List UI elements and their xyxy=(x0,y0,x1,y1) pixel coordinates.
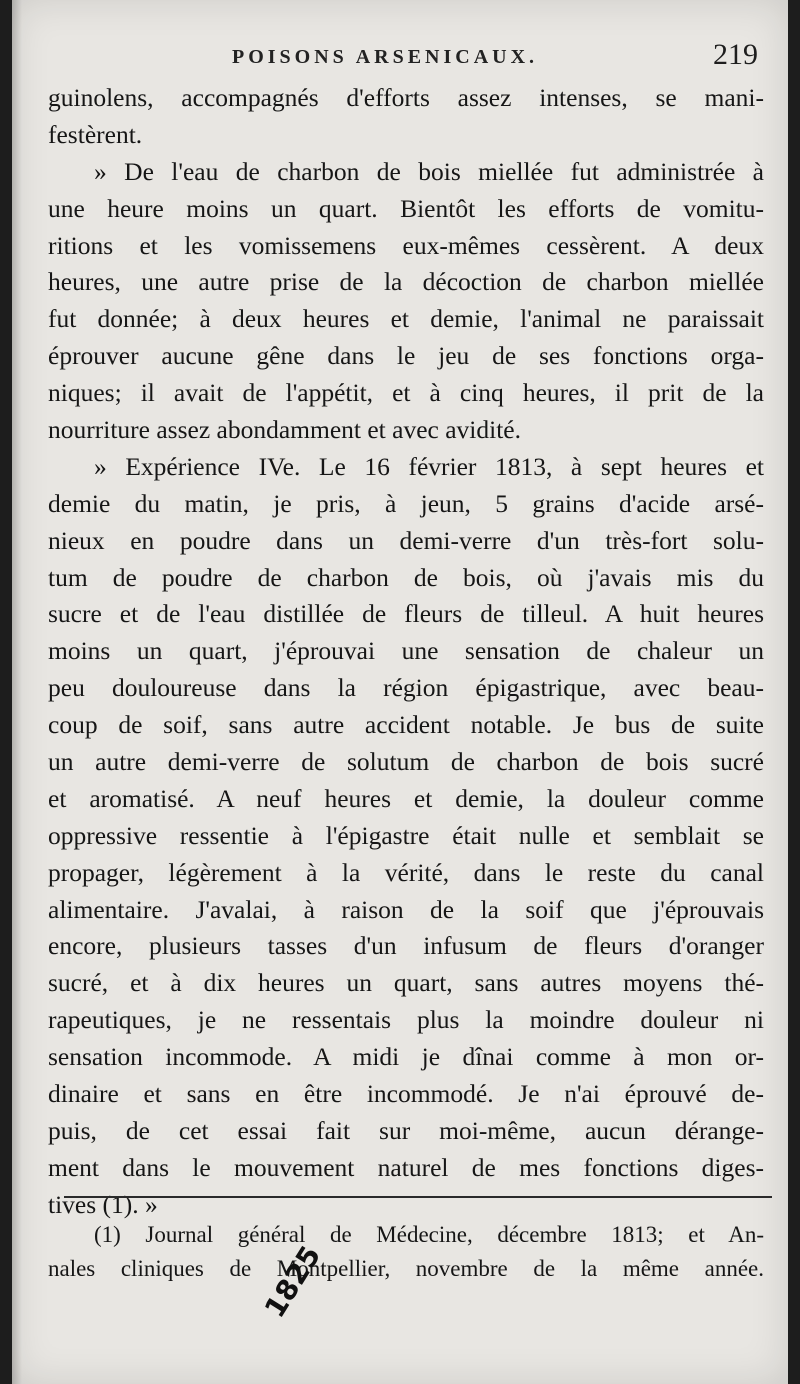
text-line: dinaire et sans en être incommodé. Je n'ai éprouvé de- xyxy=(48,1079,764,1109)
text-line: tum de poudre de charbon de bois, où j'avais mis du xyxy=(48,562,764,592)
text-line: heures, une autre prise de la décoction de charbon miellée xyxy=(48,267,764,297)
text-line: festèrent. xyxy=(48,119,143,149)
footnote-rule xyxy=(64,1196,772,1198)
text-line: sensation incommode. A midi je dînai comme à mon or- xyxy=(48,1042,764,1072)
footnote-line: (1) Journal général de Médecine, décembre 1813; et An- xyxy=(94,1222,764,1247)
text-line: peu douloureuse dans la région épigastrique, avec beau- xyxy=(48,673,764,703)
text-line: propager, légèrement à la vérité, dans le reste du canal xyxy=(48,857,764,887)
footnote-line: nales cliniques de Montpellier, novembre de la même année. xyxy=(48,1256,764,1281)
text-line: demie du matin, je pris, à jeun, 5 grains d'acide arsé- xyxy=(48,488,764,518)
running-title: POISONS ARSENICAUX. xyxy=(232,46,539,68)
text-line: fut donnée; à deux heures et demie, l'animal ne paraissait xyxy=(48,304,764,334)
handwritten-year-stamp: 1825 xyxy=(258,1239,328,1324)
page-header xyxy=(12,38,788,82)
text-line: encore, plusieurs tasses d'un infusum de fleurs d'oranger xyxy=(48,931,764,961)
text-line: puis, de cet essai fait sur moi-même, aucun dérange- xyxy=(48,1115,764,1145)
text-line: sucré, et à dix heures un quart, sans autres moyens thé- xyxy=(48,968,764,998)
text-line: rapeutiques, je ne ressentais plus la moindre douleur ni xyxy=(48,1005,764,1035)
text-line: tives (1). » xyxy=(48,1189,158,1219)
text-line: ment dans le mouvement naturel de mes fonctions diges- xyxy=(48,1152,764,1182)
footnote xyxy=(48,1218,764,1286)
text-line: oppressive ressentie à l'épigastre était nulle et semblait se xyxy=(48,820,764,850)
text-line: un autre demi-verre de solutum de charbon de bois sucré xyxy=(48,747,764,777)
text-line: une heure moins un quart. Bientôt les efforts de vomitu- xyxy=(48,193,764,223)
book-page xyxy=(12,0,788,1384)
page-number: 219 xyxy=(713,38,758,71)
text-line: niques; il avait de l'appétit, et à cinq heures, il prit de la xyxy=(48,378,764,408)
text-line: sucre et de l'eau distillée de fleurs de tilleul. A huit heures xyxy=(48,599,764,629)
text-line: » De l'eau de charbon de bois miellée fut administrée à xyxy=(94,156,764,186)
text-line: coup de soif, sans autre accident notable. Je bus de suite xyxy=(48,710,764,740)
text-line: guinolens, accompagnés d'efforts assez intenses, se mani- xyxy=(48,83,764,112)
text-line: ritions et les vomissemens eux-mêmes cessèrent. A deux xyxy=(48,230,764,260)
body-text xyxy=(48,80,764,1224)
text-line: » Expérience IVe. Le 16 février 1813, à sept heures et xyxy=(94,451,764,481)
text-line: moins un quart, j'éprouvai une sensation de chaleur un xyxy=(48,636,764,666)
text-line: alimentaire. J'avalai, à raison de la soif que j'éprouvais xyxy=(48,894,764,924)
text-line: éprouver aucune gêne dans le jeu de ses fonctions orga- xyxy=(48,341,764,371)
text-line: nieux en poudre dans un demi-verre d'un très-fort solu- xyxy=(48,525,764,555)
text-line: et aromatisé. A neuf heures et demie, la douleur comme xyxy=(48,783,764,813)
text-line: nourriture assez abondamment et avec avidité. xyxy=(48,415,521,445)
